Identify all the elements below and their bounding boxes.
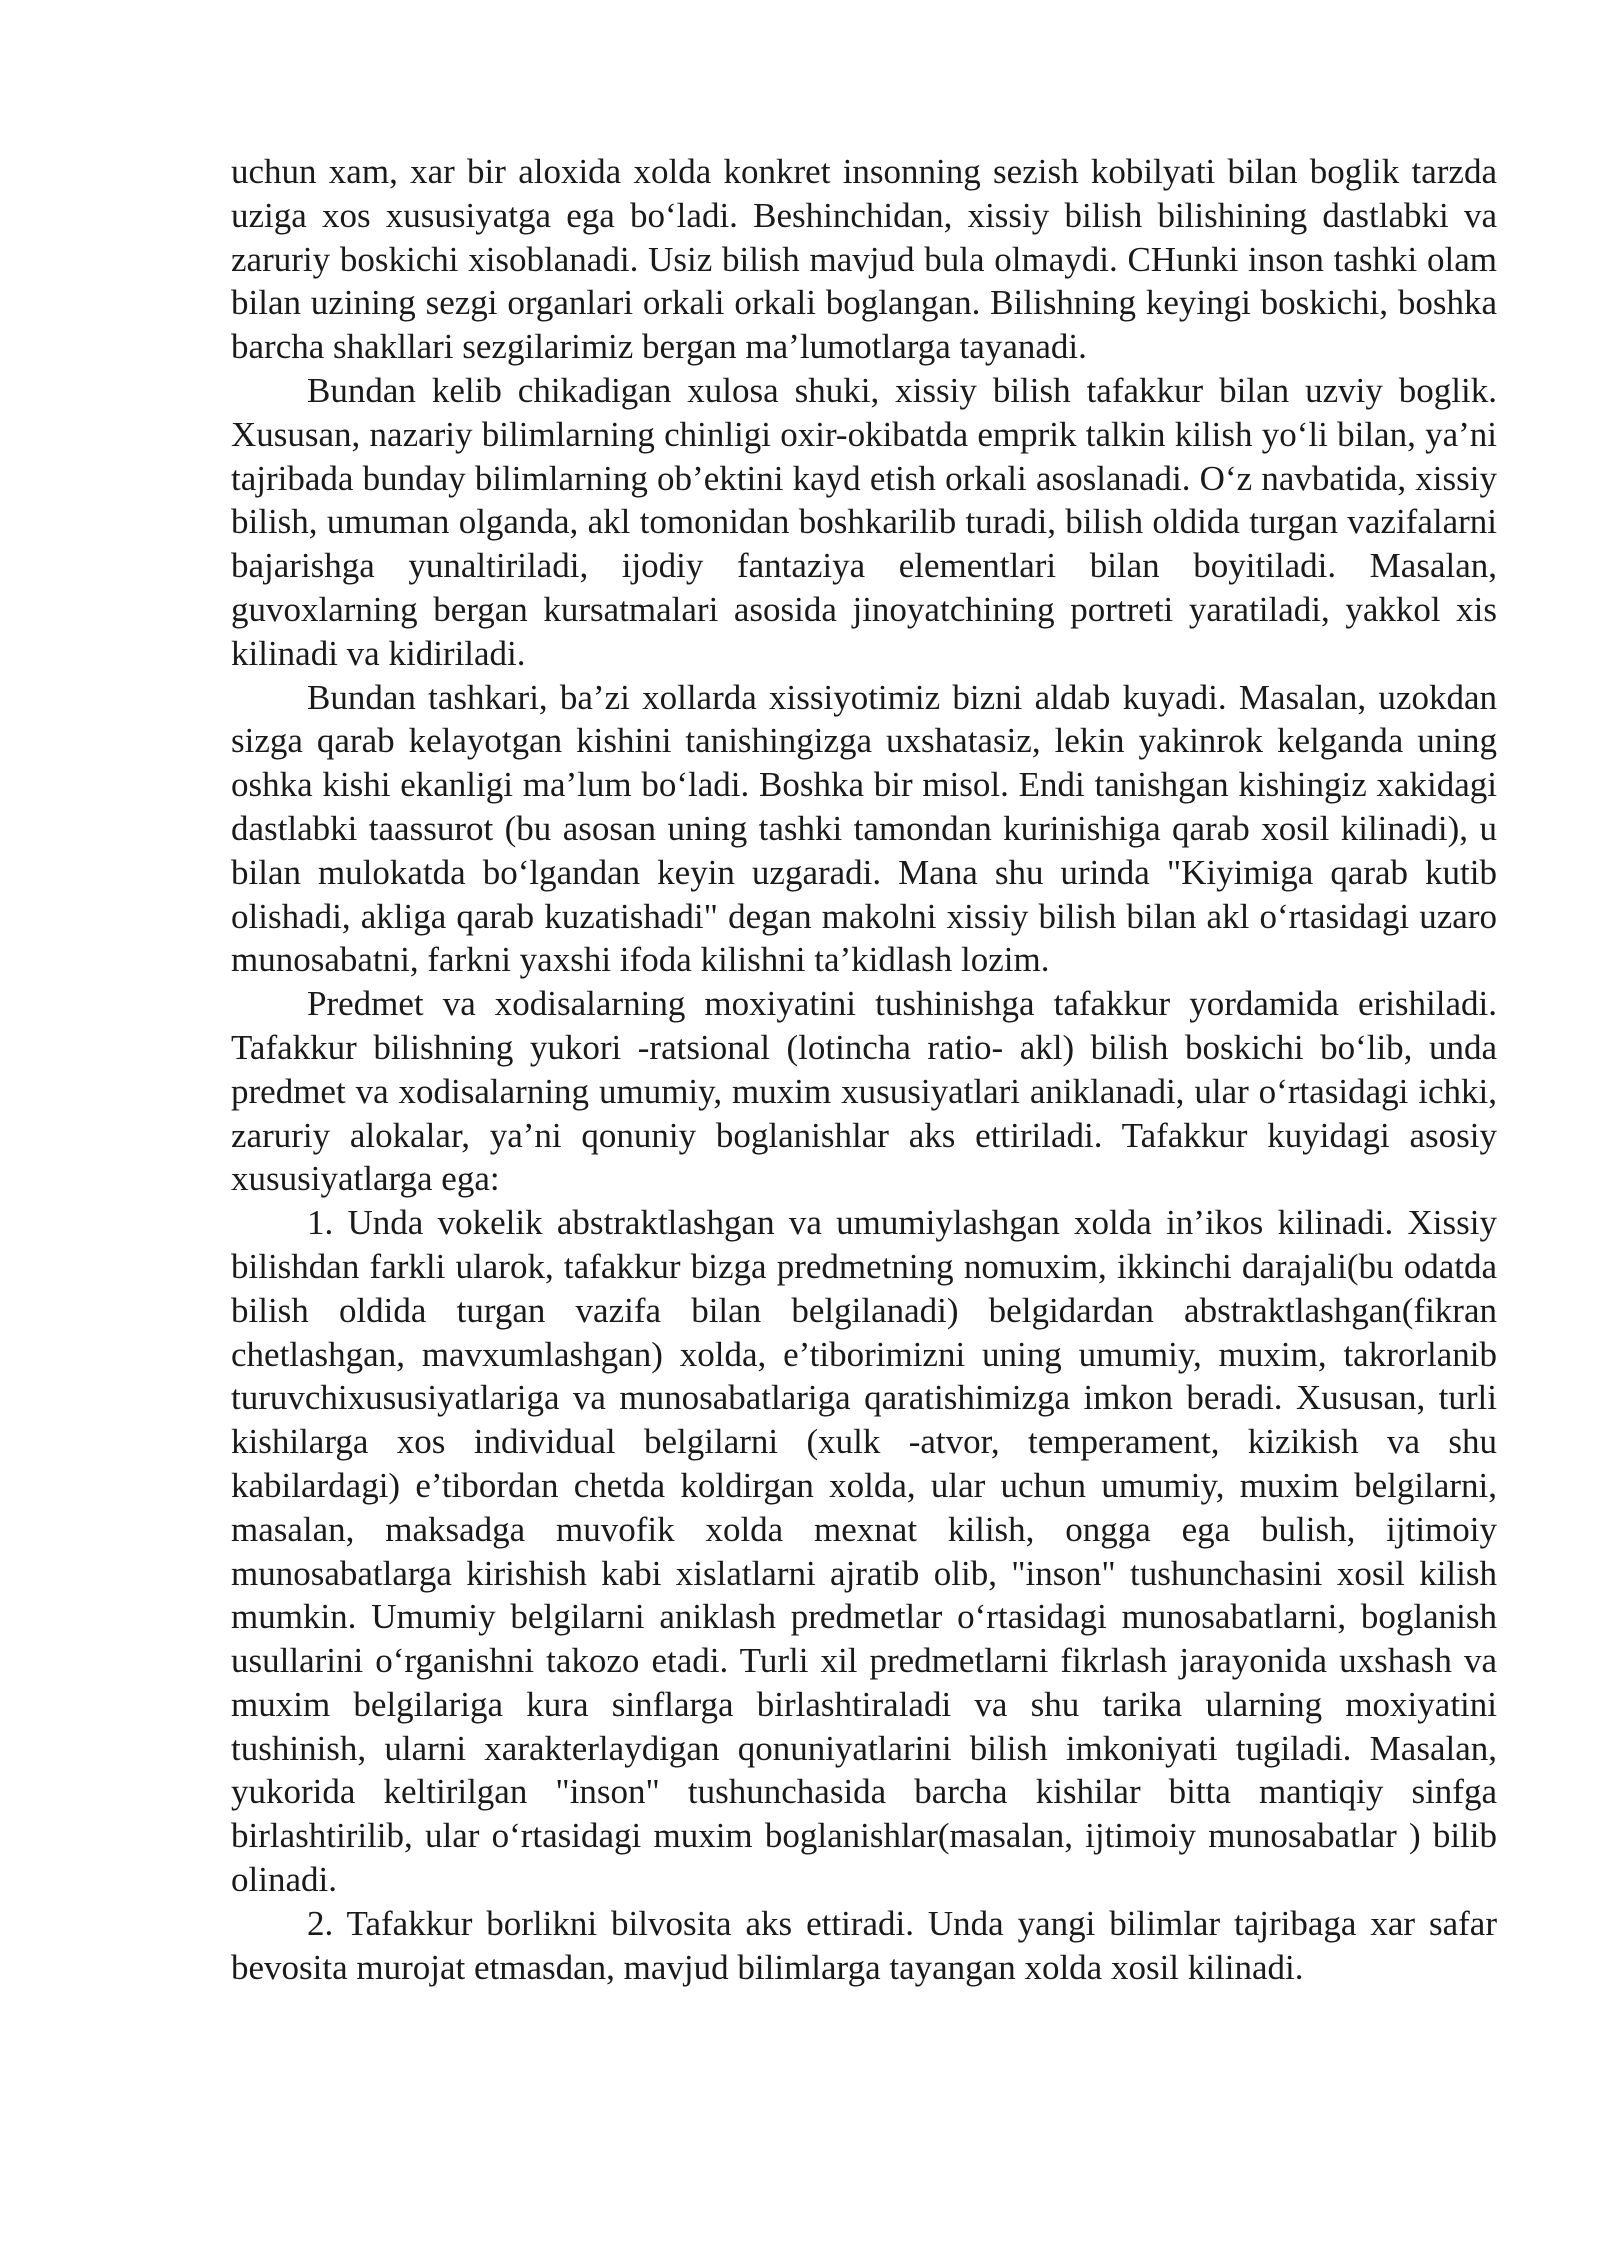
- list-item-paragraph: 1. Unda vokelik abstraktlashgan va umumiylashgan xolda in’ikos kilinadi. Xissiy bilishdan farkli ularok, tafakkur bizga predmetning nomuxim, ikkinchi darajali(bu odatda bilish oldida turgan vazifa bilan belgilanadi) belgidardan abstraktlashgan(fikran chetlashgan, mavxumlashgan) xolda, e’tiborimizni uning umumiy, muxim, takrorlanib turuvchixususiyatlariga va munosabatlariga qaratishimizga imkon beradi. Xususan, turli kishilarga xos individual belgilarni (xulk -atvor, temperament, kizikish va shu kabilardagi) e’tibordan chetda koldirgan xolda, ular uchun umumiy, muxim belgilarni, masalan, maksadga muvofik xolda mexnat kilish, ongga ega bulish, ijtimoiy munosabatlarga kirishish kabi xislatlarni ajratib olib, "inson" tushunchasini xosil kilish mumkin. Umumiy belgilarni aniklash predmetlar o‘rtasidagi munosabatlarni, boglanish usullarini o‘rganishni takozo etadi. Turli xil predmetlarni fikrlash jarayonida uxshash va muxim belgilariga kura sinflarga birlashtiraladi va shu tarika ularning moxiyatini tushinish, ularni xarakterlaydigan qonuniyatlarini bilish imkoniyati tugiladi. Masalan, yukorida keltirilgan "inson" tushunchasida barcha kishilar bitta mantiqiy sinfga birlashtirilib, ular o‘rtasidagi muxim boglanishlar(masalan, ijtimoiy munosabatlar ) bilib olinadi.: [231, 1203, 1497, 1900]
- paragraph: Predmet va xodisalarning moxiyatini tushinishga tafakkur yordamida erishiladi. Tafakkur bilishning yukori -ratsional (lotincha ratio- akl) bilish boskichi bo‘lib, unda predmet va xodisalarning umumiy, muxim xususiyatlari aniklanadi, ular o‘rtasidagi ichki, zaruriy alokalar, ya’ni qonuniy boglanishlar aks ettiriladi. Tafakkur kuyidagi asosiy xususiyatlarga ega:: [231, 984, 1497, 1199]
- paragraph: Bundan kelib chikadigan xulosa shuki, xissiy bilish tafakkur bilan uzviy boglik. Xususan, nazariy bilimlarning chinligi oxir-okibatda emprik talkin kilish yo‘li bilan, ya’ni tajribada bunday bilimlarning ob’ektini kayd etish orkali asoslanadi. O‘z navbatida, xissiy bilish, umuman olganda, akl tomonidan boshkarilib turadi, bilish oldida turgan vazifalarni bajarishga yunaltiriladi, ijodiy fantaziya elementlari bilan boyitiladi. Masalan, guvoxlarning bergan kursatmalari asosida jinoyatchining portreti yaratiladi, yakkol xis kilinadi va kidiriladi.: [231, 370, 1497, 673]
- paragraph-continuation: uchun xam, xar bir aloxida xolda konkret insonning sezish kobilyati bilan boglik tarzda uziga xos xususiyatga ega bo‘ladi. Beshinchidan, xissiy bilish bilishining dastlabki va zaruriy boskichi xisoblanadi. Usiz bilish mavjud bula olmaydi. CHunki inson tashki olam bilan uzining sezgi organlari orkali orkali boglangan. Bilishning keyingi boskichi, boshka barcha shakllari sezgilarimiz bergan ma’lumotlarga tayanadi.: [231, 152, 1497, 367]
- body-text: [231, 150, 1497, 1989]
- paragraph: Bundan tashkari, ba’zi xollarda xissiyotimiz bizni aldab kuyadi. Masalan, uzokdan sizga qarab kelayotgan kishini tanishingizga uxshatasiz, lekin yakinrok kelganda uning oshka kishi ekanligi ma’lum bo‘ladi. Boshka bir misol. Endi tanishgan kishingiz xakidagi dastlabki taassurot (bu asosan uning tashki tamondan kurinishiga qarab xosil kilinadi), u bilan mulokatda bo‘lgandan keyin uzgaradi. Mana shu urinda "Kiyimiga qarab kutib olishadi, akliga qarab kuzatishadi" degan makolni xissiy bilish bilan akl o‘rtasidagi uzaro munosabatni, farkni yaxshi ifoda kilishni ta’kidlash lozim.: [231, 677, 1497, 980]
- list-item-paragraph: 2. Tafakkur borlikni bilvosita aks ettiradi. Unda yangi bilimlar tajribaga xar safar bevosita murojat etmasdan, mavjud bilimlarga tayangan xolda xosil kilinadi.: [231, 1903, 1497, 1987]
